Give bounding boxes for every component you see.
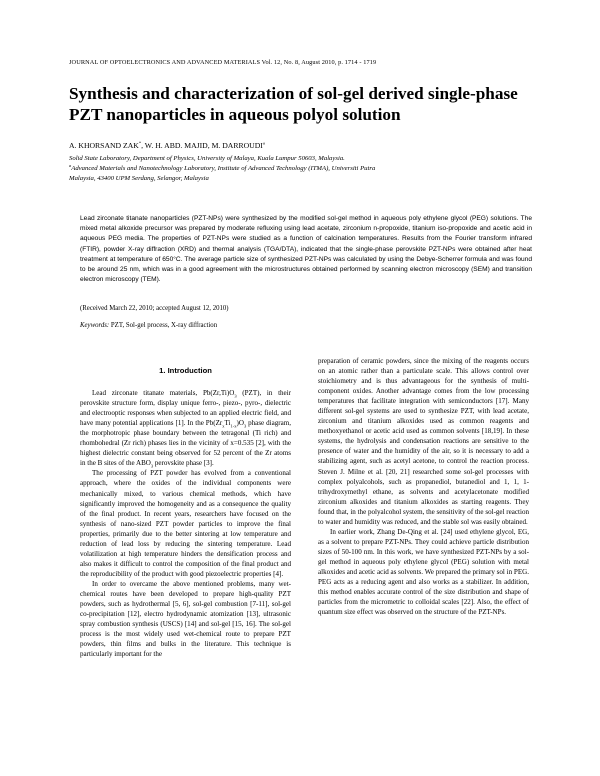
affiliation-2 [69, 164, 539, 183]
p1-text-f: perovskite phase [3]. [153, 459, 214, 468]
author-rest: , W. H. ABD. MAJID, M. DARROUDI [141, 141, 263, 150]
intro-paragraph-1 [80, 388, 291, 468]
author-1: A. KHORSAND ZAK [69, 141, 139, 150]
p1-sub-1: 3 [234, 393, 237, 399]
keywords-text: PZT, Sol-gel process, X-ray diffraction [109, 322, 218, 329]
affiliation-2-line2: Malaysia, 43400 UPM Serdang, Selangor, Malaysia [69, 174, 209, 182]
intro-paragraph-3: In order to overcame the above mentioned problems, many wet-chemical routes have been developed to prepare high-quality PZT powders, such as hydrothermal [5, 6], sol-gel combustion [7-11], sol-gel co-precipitation [12], electro hydrodynamic atomization [13], ultrasonic spray combustion synthesis (USCS) [14] and sol-gel [15, 16]. The sol-gel process is the most widely used wet-chemical route to prepare PZT powders, thin films and bulks in the literature. This technique is particularly important for the [80, 579, 291, 659]
paper-title: Synthesis and characterization of sol-gel derived single-phase PZT nanoparticles in aqueous polyol solution [69, 84, 518, 124]
intro-paragraph-5: In earlier work, Zhang De-Qing et al. [24] used ethylene glycol, EG, as a solvent to prepare PZT-NPs. They could achieve particle distribution sizes of 50-100 nm. In this work, we have synthesized PZT-NPs by a sol-gel method in aqueous poly ethylene glycol (PEG) solution with metal alkoxides and acetic acid as solvents. We prepared the primary sol in PEG. PEG acts as a reducing agent and also works as a stabilizer. In addition, this method enables accurate control of the size distribution and shape of particles from the micrometric to colloidal scales [22]. Also, the effect of quantum size effect was observed on the structure of the PZT-NPs. [318, 527, 529, 617]
section-heading-introduction: 1. Introduction [159, 366, 212, 375]
intro-paragraph-2: The processing of PZT powder has evolved from a conventional approach, where the oxides of the individual components were mechanically mixed, to various chemical methods, which have significantly improved the homogeneity and as a consequence the quality of the final product. In recent years, researchers have focused on the synthesis of nano-sized PZT powder particles to improve the final properties, primarily due to the better sintering at low temperature and reduction of lead loss by reducing the sintering temperature. Lead volatilization at high temperature hinders the densification process and also makes it difficult to control the composition of the final product and the reproducibility of the product with good piezoelectric properties [4]. [80, 469, 291, 578]
abstract: Lead zirconate titanate nanoparticles (PZT-NPs) were synthesized by the modified sol-gel method in aqueous poly ethylene glycol (PEG) solutions. The mixed metal alkoxide precursor was prepared by moderate refluxing using lead acetate, zirconium n-propoxide, titanium iso-propoxide and acetic acid in aqueous PEG media. The properties of PZT-NPs were studied as a function of calcination temperatures. Results from the Fourier transform infrared (FTIR), powder X-ray diffraction (XRD) and thermal analysis (TGA/DTA), indicated that the single-phase perovskite PZT-NPs were obtained after heat treatment at temperature of 650°C. The average particle size of synthesized PZT-NPs was calculated by using the Debye-Scherrer formula and was found to be around 25 nm, which was in a good agreement with the microstructures obtained performed by scanning electron microscopy (SEM) and transition electron microscopy (TEM). [80, 215, 532, 284]
author-list [69, 141, 539, 150]
author-rest-mark: a [262, 140, 265, 146]
affiliation-1: Solid State Laboratory, Department of Physics, University of Malaya, Kuala Lumpur 50603, Malaysia. [69, 155, 345, 162]
p1-sub-5: 3 [150, 463, 154, 469]
p1-text-a: Lead zirconate titanate materials, Pb(Zr,Ti)O [92, 389, 235, 398]
author-1-mark: * [138, 140, 142, 146]
affiliation-2-line1: Advanced Materials and Nanotechnology Laboratory, Institute of Advanced Technology (ITMA), Universiti Putra [71, 165, 376, 172]
journal-header: JOURNAL OF OPTOELECTRONICS AND ADVANCED MATERIALS Vol. 12, No. 8, August 2010, p. 1714 - 1719 [69, 59, 377, 66]
p1-text-c: Ti [224, 419, 231, 428]
p1-sub-4: 3 [243, 423, 247, 429]
received-dates: (Received March 22, 2010; accepted August 12, 2010) [80, 305, 229, 312]
right-column [318, 356, 529, 617]
p1-text-d: )O [236, 419, 244, 428]
p1-text-b: (PZT), in their perovskite structure form, display unique ferro-, piezo-, pyro-, dielectric and electrooptic responses when subjected to an applied electric field, and have many potential applications [1]. In the Pb(Zr [80, 389, 291, 428]
left-column [80, 366, 291, 659]
keywords [80, 322, 380, 329]
p1-sub-3: 1-x [230, 423, 237, 429]
intro-paragraph-4: preparation of ceramic powders, since the mixing of the reagents occurs on an atomic rather than a particulate scale. This allows control over stoichiometry and is thus advantageous for the synthesis of multi-component oxides. Another advantage comes from the low processing temperatures that facilitate integration with semiconductors [17]. Many different sol-gel systems are used to synthesize PZT, with lead acetate, zirconium and titanium alkoxides used as common reagents and methoxyethanol or acetic acid used as common solvents [18,19]. In these systems, the hydrolysis and condensation reactions are sensitive to the presence of water and the humidity of the air, so it is necessary to add a stabilizing agent, such as acetyl acetone, to control the reaction process. Steven J. Milne et al. [20, 21] researched some sol-gel processes with complex polyalcohols, such as propanediol, butanediol and 1, 1, 1-trihydroxymethyl ethane, as solvents and acetylacetonate modified zirconium alkoxides and titanium alkoxides as starting reagents. They found that, in the polyalcohol system, the sensitivity of the sol-gel reaction to water and humidity was reduced, and the stable sol was easily obtained. [318, 357, 529, 526]
p1-text-e: phase diagram, the morphotropic phase boundary between the tetragonal (Ti rich) and rhombohedral (Zr rich) phases lies in the vicinity of x=0.535 [2], with the highest dielectric constant being observed for 52 percent of the Zr atoms in the B sites of the ABO [80, 419, 291, 468]
affiliation-2-mark: a [69, 162, 72, 168]
keywords-label: Keywords: [80, 322, 110, 329]
p1-sub-2: x [222, 423, 225, 429]
